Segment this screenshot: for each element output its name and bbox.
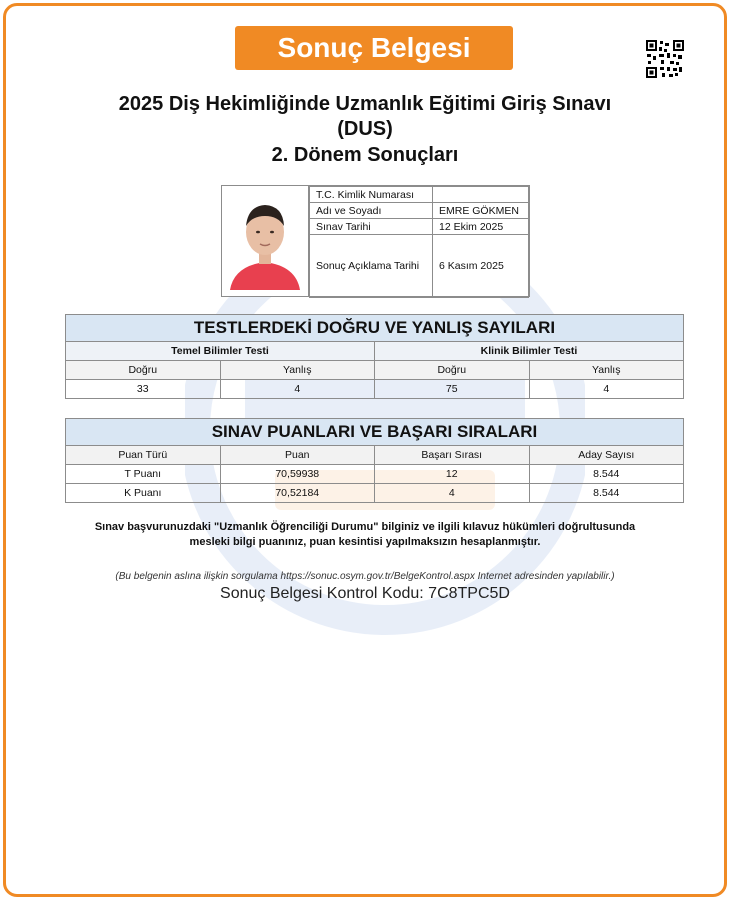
col-basic-correct: Doğru	[66, 361, 221, 380]
verification-code: Sonuç Belgesi Kontrol Kodu: 7C8TPC5D	[220, 585, 510, 602]
document-title-badge: Sonuç Belgesi	[235, 26, 513, 70]
rank-cell: 12	[375, 465, 530, 484]
col-score-type: Puan Türü	[66, 446, 221, 465]
group-basic-sciences: Temel Bilimler Testi	[66, 342, 375, 361]
score-type-cell: T Puanı	[66, 465, 221, 484]
scores-title: SINAV PUANLARI VE BAŞARI SIRALARI	[66, 419, 684, 446]
clinical-correct-value: 75	[375, 380, 530, 399]
scores-ranks-table	[65, 418, 684, 503]
score-cell: 70,52184	[220, 484, 375, 503]
candidate-info-table	[309, 186, 529, 298]
value-full-name: EMRE GÖKMEN	[433, 203, 529, 219]
value-exam-date: 12 Ekim 2025	[433, 219, 529, 235]
group-clinical-sciences: Klinik Bilimler Testi	[375, 342, 684, 361]
value-result-date: 6 Kasım 2025	[433, 235, 529, 298]
score-type-cell: K Puanı	[66, 484, 221, 503]
col-rank: Başarı Sırası	[375, 446, 530, 465]
clinical-wrong-value: 4	[529, 380, 684, 399]
correct-wrong-counts-table	[65, 314, 684, 399]
basic-correct-value: 33	[66, 380, 221, 399]
label-exam-date: Sınav Tarihi	[310, 219, 433, 235]
score-cell: 70,59938	[220, 465, 375, 484]
candidate-count-cell: 8.544	[529, 484, 684, 503]
table-row	[66, 465, 684, 484]
exam-abbreviation: (DUS)	[337, 118, 393, 140]
rank-cell: 4	[375, 484, 530, 503]
candidate-info	[221, 185, 530, 297]
col-clinical-wrong: Yanlış	[529, 361, 684, 380]
col-candidate-count: Aday Sayısı	[529, 446, 684, 465]
col-clinical-correct: Doğru	[375, 361, 530, 380]
col-score: Puan	[220, 446, 375, 465]
counts-title: TESTLERDEKİ DOĞRU VE YANLIŞ SAYILARI	[66, 315, 684, 342]
label-full-name: Adı ve Soyadı	[310, 203, 433, 219]
candidate-photo	[222, 186, 309, 296]
col-basic-wrong: Yanlış	[220, 361, 375, 380]
value-id-number	[433, 187, 529, 203]
score-note-line-1: Sınav başvurunuzdaki "Uzmanlık Öğrenciliği Durumu" bilginiz ve ilgili kılavuz hükümleri doğrultusunda	[94, 521, 636, 533]
table-row	[66, 484, 684, 503]
basic-wrong-value: 4	[220, 380, 375, 399]
verification-url-text: (Bu belgenin aslına ilişkin sorgulama https://sonuc.osym.gov.tr/BelgeKontrol.aspx Internet adresinden yapılabilir.)	[115, 571, 615, 582]
candidate-count-cell: 8.544	[529, 465, 684, 484]
label-id-number: T.C. Kimlik Numarası	[310, 187, 433, 203]
exam-term: 2. Dönem Sonuçları	[271, 144, 459, 166]
score-note-line-2: mesleki bilgi puanınız, puan kesintisi yapılmaksızın hesaplanmıştır.	[189, 536, 541, 548]
exam-title: 2025 Diş Hekimliğinde Uzmanlık Eğitimi Giriş Sınavı	[118, 93, 612, 115]
label-result-date: Sonuç Açıklama Tarihi	[310, 235, 433, 298]
qr-code-icon[interactable]	[646, 40, 684, 78]
